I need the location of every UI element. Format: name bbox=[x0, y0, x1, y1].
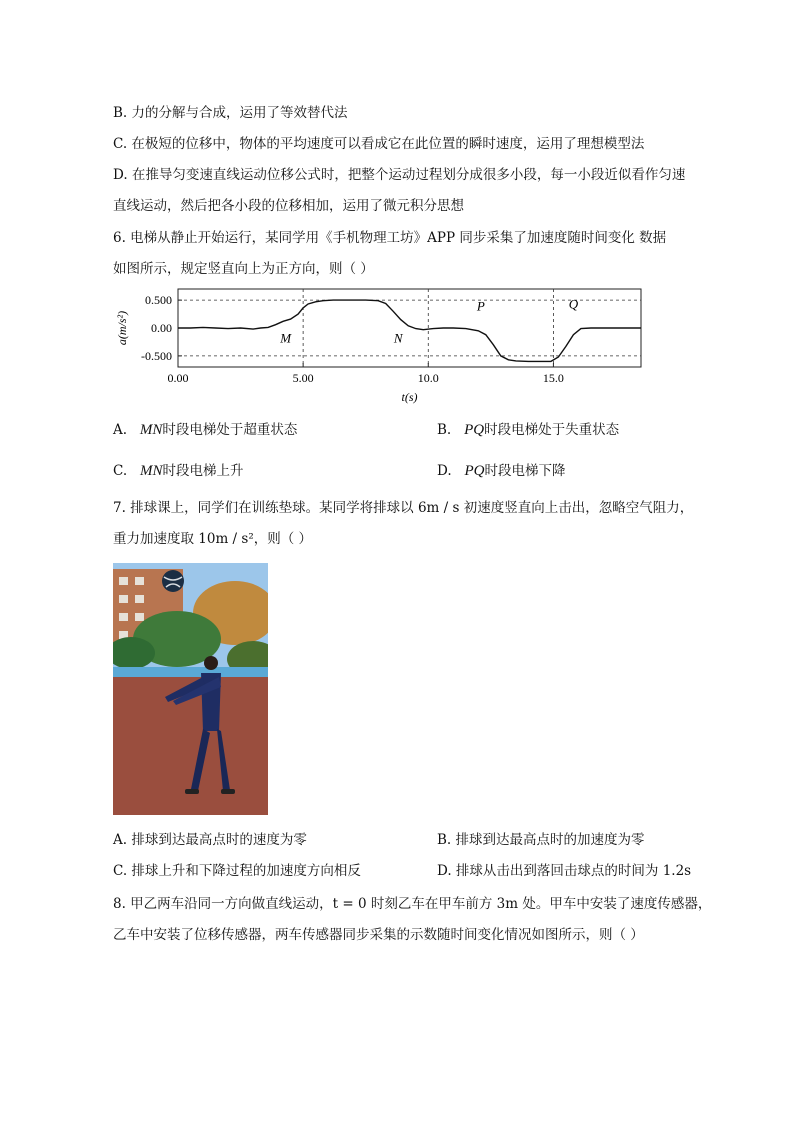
q6-option-d-text: 时段电梯下降 bbox=[484, 463, 566, 479]
q6-option-b-var: PQ bbox=[464, 422, 485, 438]
q6-option-b[interactable] bbox=[437, 420, 619, 440]
y-tick-label-1: 0.00 bbox=[151, 321, 172, 335]
q6-option-a-prefix: A. bbox=[113, 422, 128, 438]
point-label-n: N bbox=[393, 330, 403, 346]
x-tick-label-3: 15.0 bbox=[542, 371, 564, 385]
q6-option-d-prefix: D. bbox=[437, 463, 452, 479]
question-7-line-1: 7. 排球课上，同学们在训练垫球。某同学将排球以 6m / s 初速度竖直向上击出，忽略空气阻力， bbox=[113, 500, 694, 516]
point-label-q: Q bbox=[568, 296, 579, 312]
point-label-p: P bbox=[476, 298, 485, 314]
q6-option-a-var: MN bbox=[139, 422, 163, 438]
chart-labels bbox=[115, 293, 579, 404]
acceleration-time-chart bbox=[112, 282, 652, 406]
q7-option-c[interactable]: C. 排球上升和下降过程的加速度方向相反 bbox=[113, 863, 361, 879]
q7-option-a[interactable]: A. 排球到达最高点时的速度为零 bbox=[113, 832, 307, 848]
q6-option-c-text: 时段电梯上升 bbox=[162, 463, 244, 479]
q6-option-a[interactable] bbox=[113, 420, 297, 440]
x-tick-label-0: 0.00 bbox=[167, 371, 189, 385]
q6-option-c-var: MN bbox=[140, 463, 163, 479]
q6-option-c[interactable] bbox=[113, 461, 244, 481]
question-8-line-2: 乙车中安装了位移传感器，两车传感器同步采集的示数随时间变化情况如图所示，则（ ） bbox=[113, 927, 644, 943]
y-tick-label-0: 0.500 bbox=[145, 293, 172, 308]
option-c-line: C. 在极短的位移中，物体的平均速度可以看成它在此位置的瞬时速度，运用了理想模型法 bbox=[113, 136, 645, 152]
x-tick-label-2: 10.0 bbox=[417, 371, 439, 385]
q7-option-b[interactable]: B. 排球到达最高点时的加速度为零 bbox=[437, 832, 645, 848]
question-6-line-1: 6. 电梯从静止开始运行，某同学用《手机物理工坊》APP 同步采集了加速度随时间变化 数据 bbox=[113, 230, 667, 246]
question-7-line-2: 重力加速度取 10m / s²，则（ ） bbox=[113, 531, 313, 547]
point-label-m: M bbox=[280, 330, 292, 346]
volleyball-icon bbox=[162, 570, 184, 592]
q6-option-a-text: 时段电梯处于超重状态 bbox=[162, 422, 298, 438]
q7-option-d[interactable]: D. 排球从击出到落回击球点的时间为 1.2s bbox=[437, 863, 692, 879]
x-axis-label: t(s) bbox=[401, 390, 418, 404]
option-d-line-2: 直线运动，然后把各小段的位移相加，运用了微元积分思想 bbox=[113, 198, 464, 214]
volleyball-photo bbox=[113, 563, 268, 815]
q6-option-b-text: 时段电梯处于失重状态 bbox=[484, 422, 620, 438]
question-6-line-2: 如图所示，规定竖直向上为正方向，则（ ） bbox=[113, 261, 374, 277]
q6-option-d[interactable] bbox=[437, 461, 566, 481]
option-d-line-1: D. 在推导匀变速直线运动位移公式时，把整个运动过程划分成很多小段，每一小段近似看作匀速 bbox=[113, 167, 686, 183]
q6-option-d-var: PQ bbox=[464, 463, 485, 479]
q6-option-b-prefix: B. bbox=[437, 422, 452, 438]
y-axis-label: a(m/s²) bbox=[115, 310, 129, 346]
x-tick-label-1: 5.00 bbox=[292, 371, 314, 385]
question-8-line-1: 8. 甲乙两车沿同一方向做直线运动，t = 0 时刻乙车在甲车前方 3m 处。甲车中安装了速度传感器， bbox=[113, 896, 712, 912]
option-b-line: B. 力的分解与合成，运用了等效替代法 bbox=[113, 105, 348, 121]
q6-option-c-prefix: C. bbox=[113, 463, 128, 479]
y-tick-label-2: -0.500 bbox=[141, 348, 172, 363]
